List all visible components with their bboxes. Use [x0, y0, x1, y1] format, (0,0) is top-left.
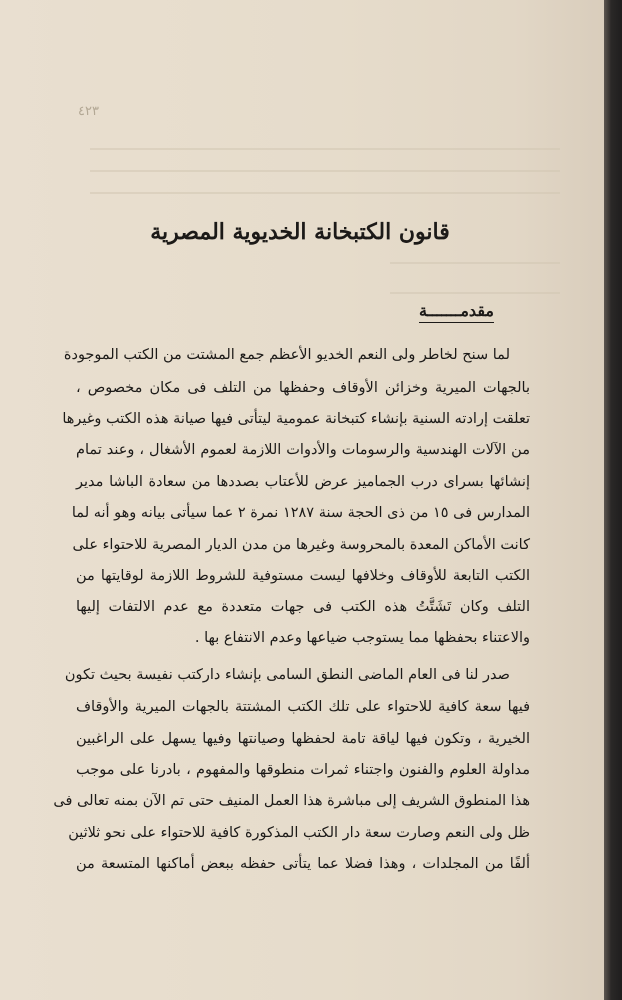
paragraph-line: هذا المنطوق الشريف إلى مباشرة هذا العمل المنيف حتى تم الآن بمنه تعالى فى [53, 793, 530, 809]
paragraph-line: كانت الأماكن المعدة بالمحروسة وغيرها من مدن الديار المصرية للاحتواء على [72, 537, 530, 553]
paragraph-line: ظل ولى النعم وصارت سعة دار الكتب المذكورة كافية للاحتواء على نحو ثلاثين [68, 825, 530, 841]
paragraph-line: بالجهات الميرية وخزائن الأوقاف وحفظها من التلف فى مكان مخصوص ، [76, 380, 530, 396]
paragraph-line: التلف وكان تَشَتَّتُ هذه الكتب فى جهات متعددة مع عدم الالتفات إليها [76, 599, 530, 615]
paragraph-line: إنشائها بسراى درب الجماميز عرض للأعتاب بصددها من سعادة الباشا مدير [76, 474, 530, 490]
paragraph-line: تعلقت إرادته السنية بإنشاء كتبخانة عمومية ليتأتى فيها صيانة هذه الكتب وغيرها [62, 411, 530, 427]
paragraph-line: والاعتناء بحفظها مما يستوجب ضياعها وعدم الانتفاع بها . [194, 630, 530, 646]
paragraph-line: مداولة العلوم والفنون واجتناء ثمرات منطوقها والمفهوم ، بادرنا على موجب [76, 762, 530, 778]
bleed-through-line [90, 148, 560, 150]
paragraph-line: من الآلات الهندسية والرسومات والأدوات اللازمة لعموم الأشغال ، وعند تمام [76, 442, 530, 458]
paragraph-line: لما سنح لخاطر ولى النعم الخديو الأعظم جمع المشتت من الكتب الموجودة [63, 347, 510, 363]
book-spine-edge [604, 0, 622, 1000]
paragraph-line: ألفًا من المجلدات ، وهذا فضلا عما يتأتى حفظه ببعض أماكنها المتسعة من [76, 856, 530, 872]
page-title: قانون الكتبخانة الخديوية المصرية [150, 219, 450, 245]
page-number: ٤٢٣ [78, 104, 99, 119]
bleed-through-line [390, 292, 560, 294]
bleed-through-line [90, 192, 560, 194]
paragraph-line: الكتب التابعة للأوقاف وخلافها ليست مستوفية للشروط اللازمة لوقايتها من [76, 568, 530, 584]
bleed-through-line [90, 170, 560, 172]
paragraph-line: المدارس فى ١٥ من ذى الحجة سنة ١٢٨٧ نمرة ٢ عما سيأتى بيانه وهو أنه لما [71, 505, 530, 521]
bleed-through-line [390, 262, 560, 264]
paragraph-line: فيها سعة كافية للاحتواء على تلك الكتب المشتتة بالجهات الميرية والأوقاف [76, 699, 530, 715]
section-heading: مقدمـــــــة [419, 301, 494, 323]
paragraph-line: الخيرية ، وتكون فيها لياقة تامة لحفظها وصيانتها وفيها يسهل على الراغبين [76, 731, 530, 747]
paragraph-line: صدر لنا فى العام الماضى النطق السامى بإنشاء داركتب نفيسة بحيث تكون [64, 667, 510, 683]
